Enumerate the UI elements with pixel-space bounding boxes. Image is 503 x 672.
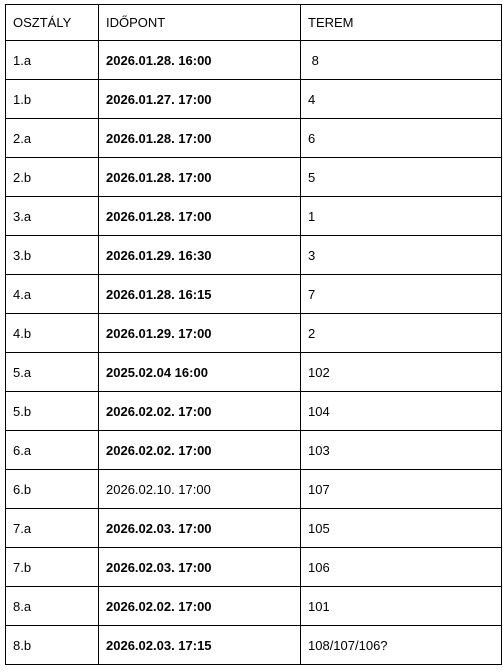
table-row: [6, 119, 502, 158]
table-row: [6, 431, 502, 470]
cell-class: 3.b: [6, 236, 99, 275]
cell-time: 2026.02.03. 17:00: [99, 509, 301, 548]
cell-room: 6: [301, 119, 502, 158]
cell-room: 5: [301, 158, 502, 197]
cell-time: 2026.01.28. 16:00: [99, 41, 301, 80]
header-time: IDŐPONT: [99, 5, 301, 41]
cell-time: 2026.01.29. 16:30: [99, 236, 301, 275]
cell-class: 2.b: [6, 158, 99, 197]
cell-time: 2026.01.28. 16:15: [99, 275, 301, 314]
cell-time: 2026.01.28. 17:00: [99, 119, 301, 158]
cell-time: 2026.02.02. 17:00: [99, 392, 301, 431]
schedule-table: [5, 4, 502, 665]
table-row: [6, 353, 502, 392]
table-row: [6, 392, 502, 431]
cell-room: 3: [301, 236, 502, 275]
table-row: [6, 80, 502, 119]
cell-room: 1: [301, 197, 502, 236]
cell-class: 5.b: [6, 392, 99, 431]
cell-room: 8: [301, 41, 502, 80]
table-row: [6, 158, 502, 197]
cell-class: 8.b: [6, 626, 99, 665]
header-class: OSZTÁLY: [6, 5, 99, 41]
cell-room: 107: [301, 470, 502, 509]
table-row: [6, 509, 502, 548]
cell-room: 7: [301, 275, 502, 314]
cell-room: 105: [301, 509, 502, 548]
cell-room: 101: [301, 587, 502, 626]
cell-time: 2025.02.04 16:00: [99, 353, 301, 392]
cell-room: 106: [301, 548, 502, 587]
table-row: [6, 548, 502, 587]
cell-time: 2026.01.28. 17:00: [99, 158, 301, 197]
table-row: [6, 197, 502, 236]
cell-class: 3.a: [6, 197, 99, 236]
cell-time: 2026.02.10. 17:00: [99, 470, 301, 509]
cell-class: 1.a: [6, 41, 99, 80]
header-room: TEREM: [301, 5, 502, 41]
cell-class: 6.a: [6, 431, 99, 470]
cell-room: 102: [301, 353, 502, 392]
cell-class: 5.a: [6, 353, 99, 392]
cell-time: 2026.02.02. 17:00: [99, 587, 301, 626]
cell-class: 7.a: [6, 509, 99, 548]
cell-room: 104: [301, 392, 502, 431]
cell-class: 4.b: [6, 314, 99, 353]
table-row: [6, 587, 502, 626]
cell-time: 2026.02.02. 17:00: [99, 431, 301, 470]
cell-room: 2: [301, 314, 502, 353]
cell-class: 2.a: [6, 119, 99, 158]
table-row: [6, 314, 502, 353]
cell-time: 2026.01.29. 17:00: [99, 314, 301, 353]
cell-time: 2026.02.03. 17:00: [99, 548, 301, 587]
cell-room: 108/107/106?: [301, 626, 502, 665]
table-row: [6, 275, 502, 314]
table-row: [6, 626, 502, 665]
cell-time: 2026.01.27. 17:00: [99, 80, 301, 119]
cell-class: 6.b: [6, 470, 99, 509]
cell-time: 2026.01.28. 17:00: [99, 197, 301, 236]
table-row: [6, 41, 502, 80]
cell-room: 4: [301, 80, 502, 119]
cell-class: 4.a: [6, 275, 99, 314]
header-row: [6, 5, 502, 41]
table-row: [6, 470, 502, 509]
schedule-table-header: [6, 5, 502, 41]
cell-class: 1.b: [6, 80, 99, 119]
table-row: [6, 236, 502, 275]
cell-room: 103: [301, 431, 502, 470]
cell-class: 8.a: [6, 587, 99, 626]
cell-class: 7.b: [6, 548, 99, 587]
cell-time: 2026.02.03. 17:15: [99, 626, 301, 665]
schedule-table-body: [6, 41, 502, 665]
